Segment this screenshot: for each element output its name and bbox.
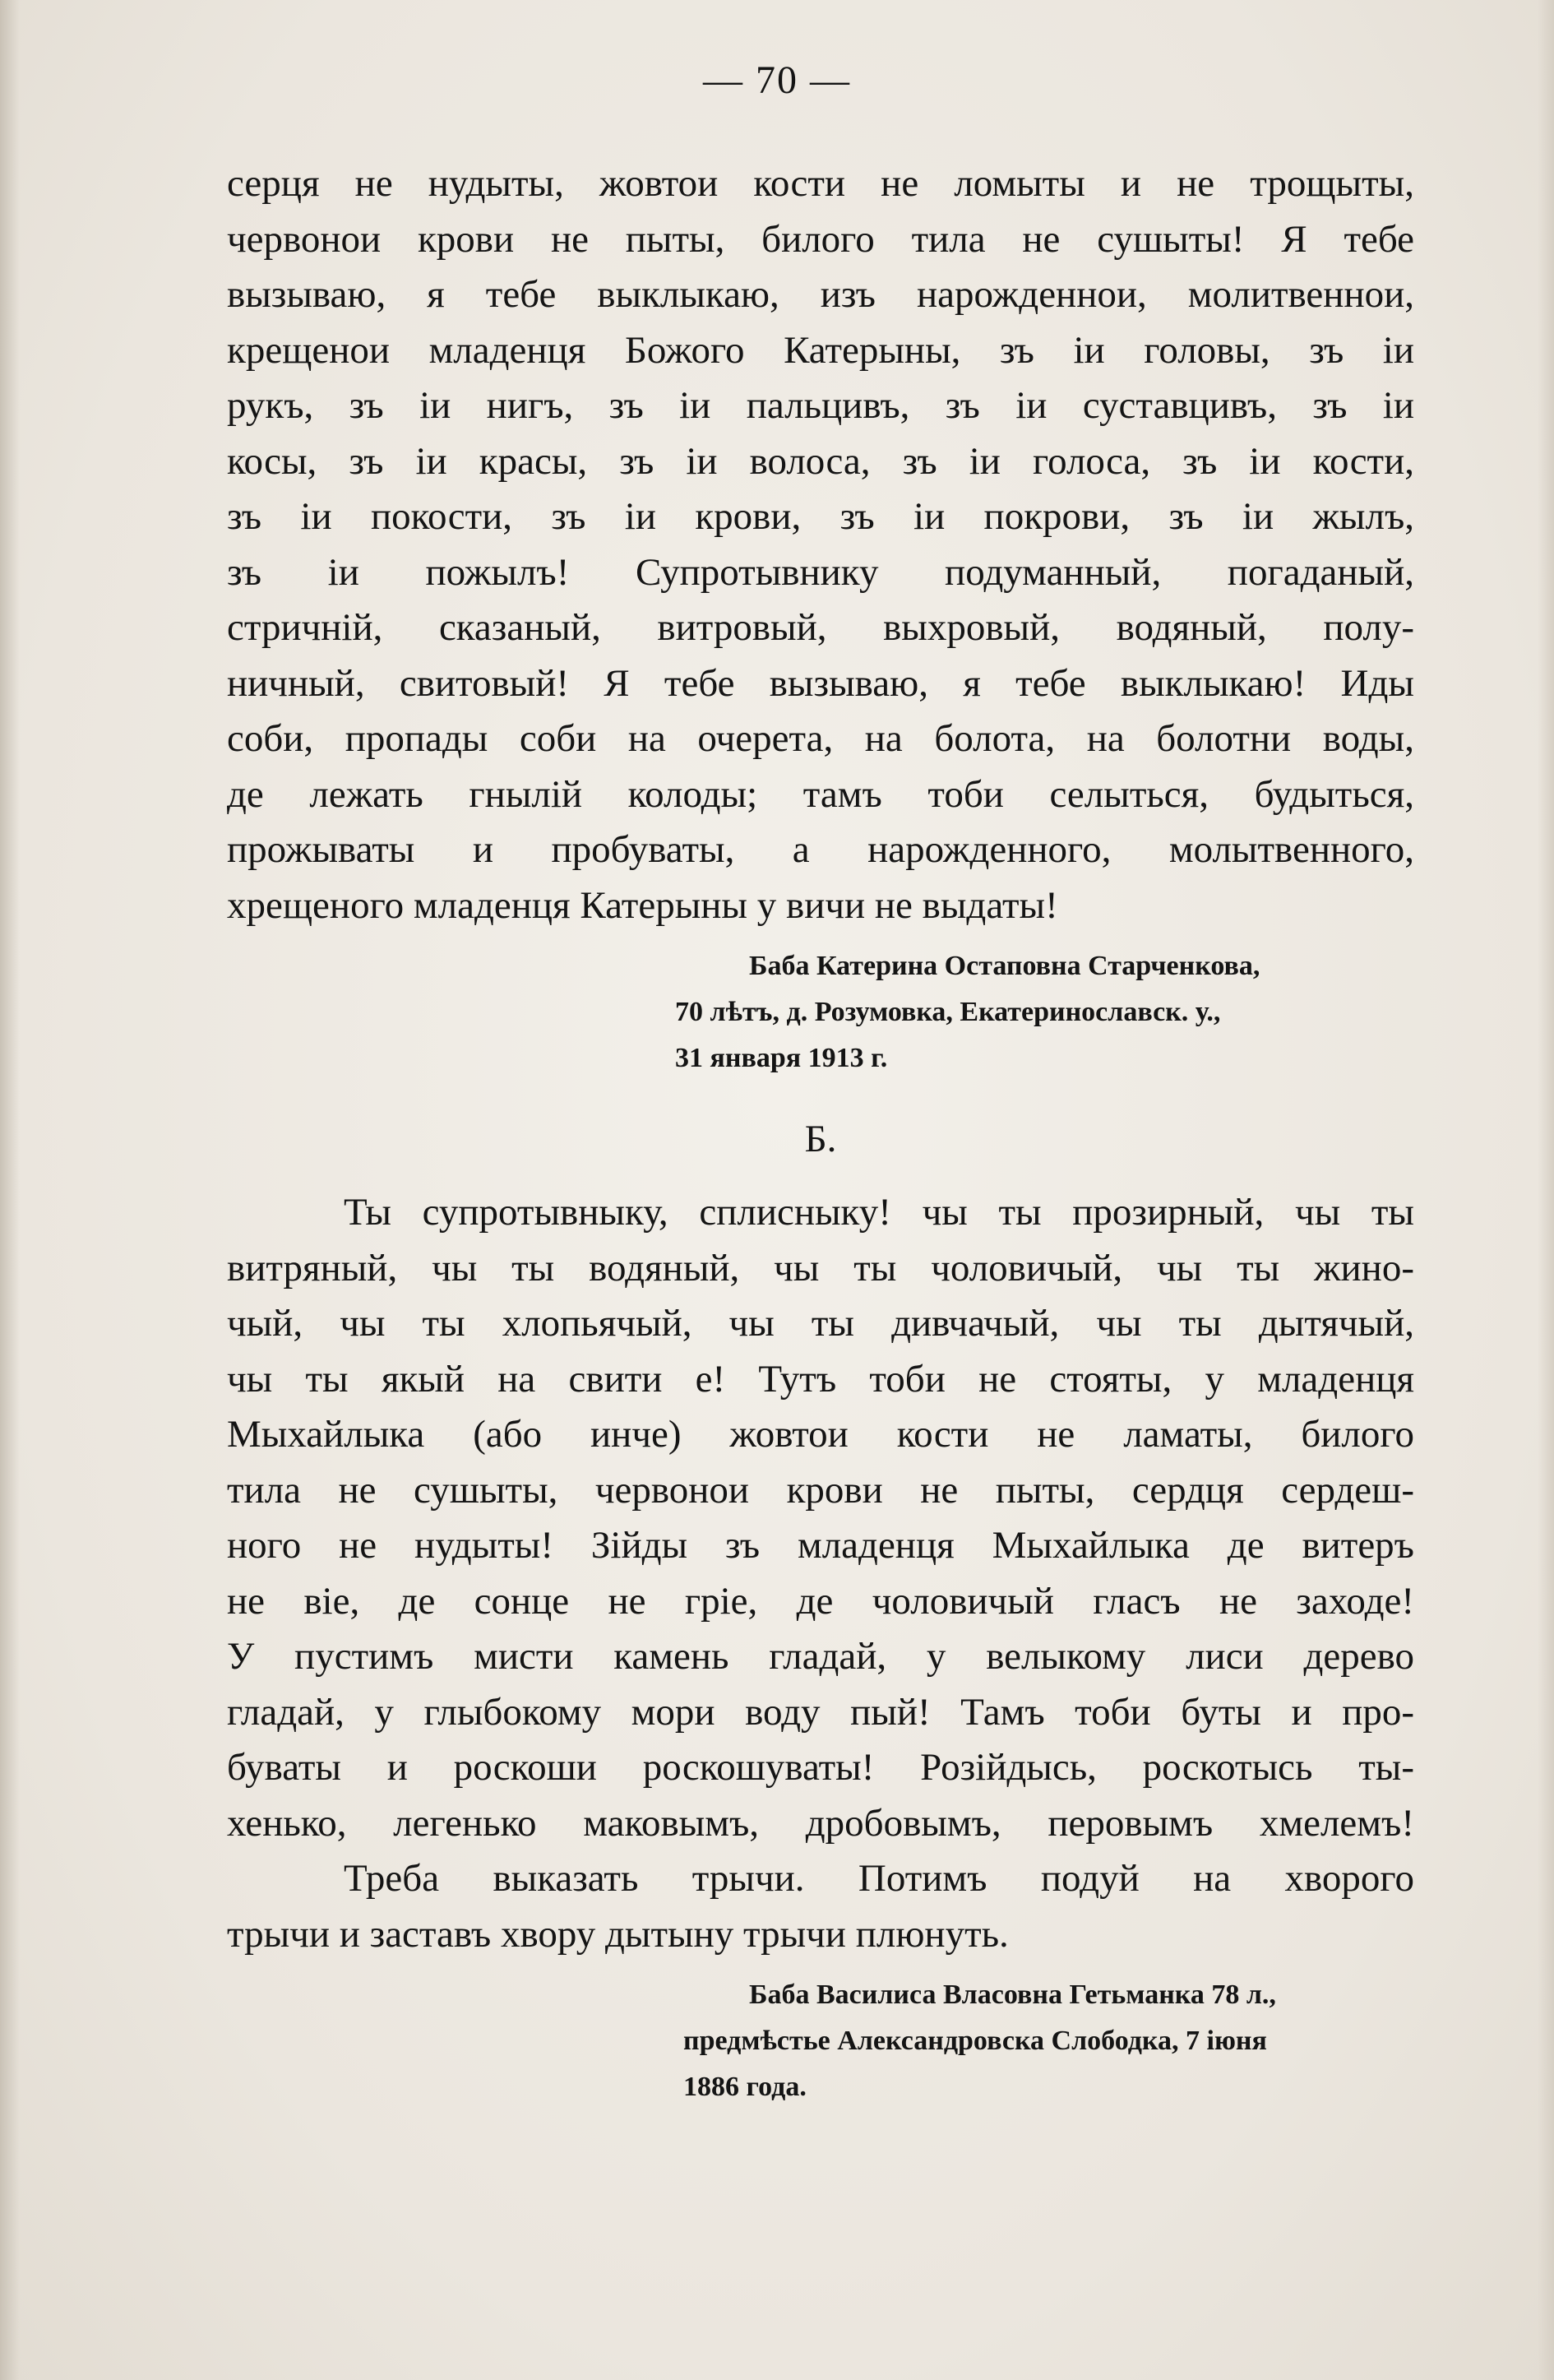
- attribution-line: 31 января 1913 г.: [675, 1043, 888, 1073]
- text-line: стричній, сказаный, витровый, выхровый, водяный, полу-: [227, 606, 1414, 649]
- instruction-line: трычи и заставъ хвору дытыну трычи плюнуть.: [227, 1912, 1009, 1956]
- text-line: вызываю, я тебе выклыкаю, изъ нарожденнои, молитвеннои,: [227, 273, 1414, 316]
- text-line: буваты и роскоши роскошуваты! Розійдысь, роскотысь ты-: [227, 1746, 1414, 1789]
- text-line: тила не сушыты, червонои крови не пыты, сердця сердеш-: [227, 1468, 1414, 1512]
- section-a-body: [227, 156, 1414, 933]
- text-line: чый, чы ты хлопьячый, чы ты дивчачый, чы ты дытячый,: [227, 1302, 1414, 1345]
- text-line: хрещеного младенця Катерыны у вичи не выдаты!: [227, 883, 1058, 927]
- section-b-attribution: [227, 1972, 1414, 2110]
- section-a-attribution: [227, 943, 1414, 1081]
- page-number: — 70 —: [703, 58, 851, 102]
- attribution-line: предмѣстье Александровска Слободка, 7 іюня: [683, 2026, 1267, 2056]
- text-line: зъ іи покости, зъ іи крови, зъ іи покрови, зъ іи жылъ,: [227, 495, 1414, 538]
- text-line: де лежать гнылій колоды; тамъ тоби селыться, будыться,: [227, 772, 1414, 816]
- text-line: Мыхайлыка (або инче) жовтои кости не ламаты, билого: [227, 1413, 1414, 1456]
- text-column: [227, 156, 1414, 2110]
- text-line: соби, пропады соби на очерета, на болота, на болотни воды,: [227, 717, 1414, 760]
- text-line: косы, зъ іи красы, зъ іи волоса, зъ іи голоса, зъ іи кости,: [227, 439, 1414, 483]
- attribution-line: 1886 года.: [683, 2072, 807, 2102]
- text-line: У пустимъ мисти камень гладай, у велыкому лиси дерево: [227, 1635, 1414, 1678]
- text-line: ничный, свитовый! Я тебе вызываю, я тебе выклыкаю! Иды: [227, 661, 1414, 705]
- text-line: ного не нудыты! Зійды зъ младенця Мыхайлыка де витеръ: [227, 1524, 1414, 1567]
- attribution-line: 70 лѣтъ, д. Розумовка, Екатеринославск. у.,: [675, 997, 1221, 1027]
- text-line: червонои крови не пыты, билого тила не сушыты! Я тебе: [227, 217, 1414, 261]
- text-line: крещенои младенця Божого Катерыны, зъ іи головы, зъ іи: [227, 328, 1414, 372]
- text-line: зъ іи пожылъ! Супротывнику подуманный, погаданый,: [227, 550, 1414, 594]
- text-line: хенько, легенько маковымъ, дробовымъ, перовымъ хмелемъ!: [227, 1801, 1414, 1845]
- instruction-line: Треба выказать трычи. Потимъ подуй на хворого: [344, 1857, 1414, 1900]
- section-b-body: [227, 1185, 1414, 1851]
- text-line: прожываты и пробуваты, а нарожденного, молытвенного,: [227, 828, 1414, 871]
- section-b-instruction: [227, 1851, 1414, 1962]
- text-line: чы ты якый на свити е! Тутъ тоби не стояты, у младенця: [227, 1357, 1414, 1401]
- text-line: витряный, чы ты водяный, чы ты чоловичый, чы ты жино-: [227, 1246, 1414, 1290]
- text-line: рукъ, зъ іи нигъ, зъ іи пальцивъ, зъ іи суставцивъ, зъ іи: [227, 384, 1414, 427]
- text-line: гладай, у глыбокому мори воду пый! Тамъ тоби буты и про-: [227, 1690, 1414, 1734]
- text-line: Ты супротывныку, сплисныку! чы ты прозирный, чы ты: [344, 1191, 1414, 1234]
- text-line: серця не нудыты, жовтои кости не ломыты и не трощыты,: [227, 162, 1414, 205]
- attribution-line: Баба Катерина Остаповна Старченкова,: [749, 951, 1260, 981]
- text-line: не віе, де сонце не гріе, де чоловичый гласъ не заходе!: [227, 1579, 1414, 1623]
- attribution-line: Баба Василиса Власовна Гетьманка 78 л.,: [749, 1979, 1276, 2010]
- section-b-heading: Б.: [804, 1118, 837, 1160]
